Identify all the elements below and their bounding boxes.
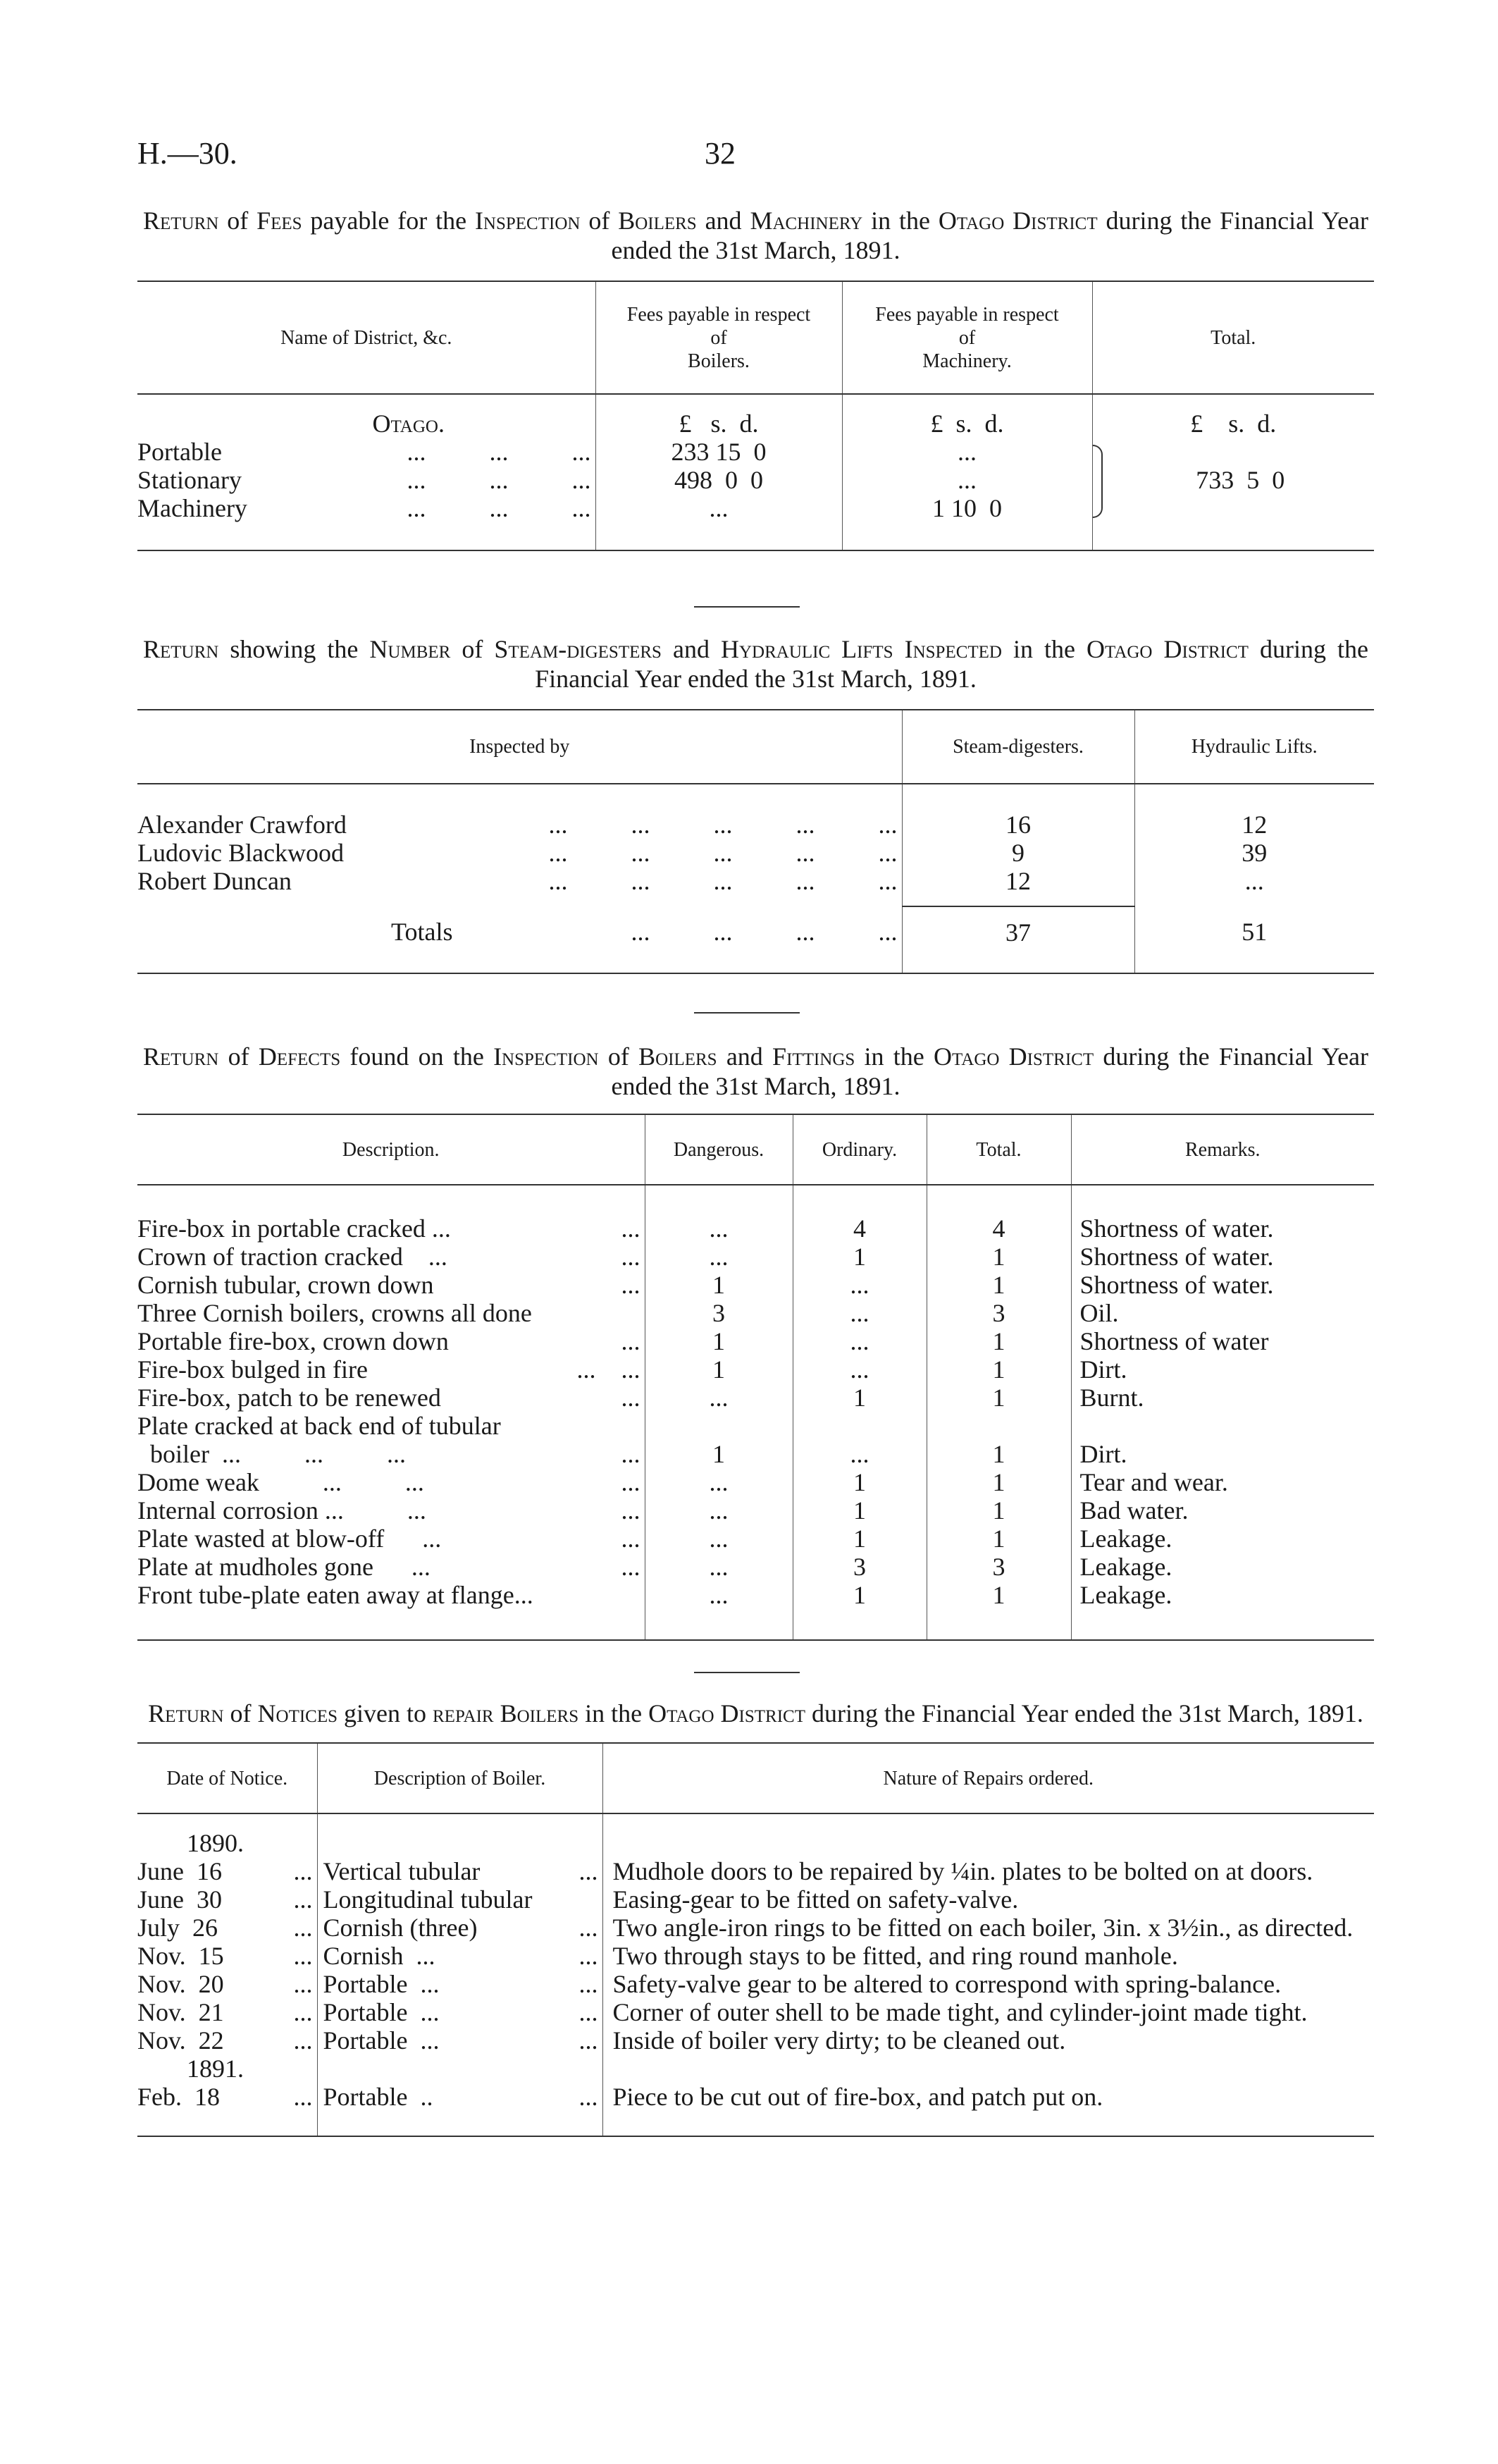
ordinary-count xyxy=(793,1412,927,1440)
repairs-ordered: Two through stays to be fitted, and ring round manhole. xyxy=(602,1942,1374,1970)
table-row xyxy=(137,1299,1374,1327)
digesters-count: 16 xyxy=(902,811,1134,839)
title-part: Steam-digesters xyxy=(494,635,662,663)
row-leader: ... xyxy=(621,1524,640,1553)
row-leader: ... xyxy=(293,1942,313,1970)
dangerous-count: 1 xyxy=(645,1355,793,1384)
table-row xyxy=(137,1581,1374,1609)
fees-return-title xyxy=(137,206,1374,265)
currency-pound: £ xyxy=(1190,409,1203,438)
currency-s: s. xyxy=(710,409,727,438)
ordinary-count: ... xyxy=(793,1327,927,1355)
defect-remarks: Shortness of water. xyxy=(1071,1214,1374,1243)
repairs-ordered: Corner of outer shell to be made tight, and cylinder-joint made tight. xyxy=(602,1998,1374,2026)
currency-d: d. xyxy=(1257,409,1277,438)
notices-table xyxy=(137,1742,1374,2137)
boiler-fee: 498 0 0 xyxy=(595,466,842,494)
title-part: Return xyxy=(148,1699,224,1727)
title-part: Fees xyxy=(256,207,302,235)
notices-return-title xyxy=(137,1699,1374,1728)
digesters-col-digesters: Steam-digesters. xyxy=(902,710,1134,784)
defect-remarks: Burnt. xyxy=(1071,1384,1374,1412)
table-row xyxy=(137,1271,1374,1299)
defects-header-row xyxy=(137,1114,1374,1185)
fees-header-row xyxy=(137,281,1374,394)
table-row xyxy=(137,1970,1374,1998)
defect-remarks: Oil. xyxy=(1071,1299,1374,1327)
digesters-count: 12 xyxy=(902,867,1134,895)
boiler-description: Cornish (three) xyxy=(323,1914,478,1942)
title-part: Return xyxy=(143,207,219,235)
row-leader: ... xyxy=(621,1468,640,1496)
repairs-ordered: Inside of boiler very dirty; to be cleaned out. xyxy=(602,2026,1374,2055)
total-count: 1 xyxy=(927,1524,1071,1553)
total-count: 1 xyxy=(927,1384,1071,1412)
dangerous-count: ... xyxy=(645,1384,793,1412)
title-part: and xyxy=(661,635,721,663)
title-part: during the Financial Year ended the 31st March, 1891. xyxy=(535,635,1368,693)
header-line: Boilers. xyxy=(688,350,750,372)
table-row xyxy=(137,1496,1374,1524)
table-row xyxy=(137,2083,1374,2111)
defects-col-description: Description. xyxy=(342,1138,440,1161)
row-name: Stationary xyxy=(137,466,242,494)
row-leader: ... ... ... ... ... xyxy=(548,867,898,895)
title-part: in the xyxy=(855,1042,934,1071)
defects-return-title xyxy=(137,1042,1374,1101)
defect-remarks: Dirt. xyxy=(1071,1355,1374,1384)
table-row xyxy=(137,1942,1374,1970)
title-part: payable for the xyxy=(302,207,475,235)
currency-heading xyxy=(1092,409,1374,438)
title-part: Otago District xyxy=(1087,635,1249,663)
title-part: of xyxy=(450,635,495,663)
table-row xyxy=(137,1524,1374,1553)
dangerous-count: ... xyxy=(645,1553,793,1581)
defect-description: Fire-box bulged in fire xyxy=(137,1355,368,1384)
notice-date: Nov. 15 xyxy=(137,1942,224,1970)
total-count: 1 xyxy=(927,1243,1071,1271)
defects-col-remarks: Remarks. xyxy=(1071,1114,1374,1185)
defect-remarks: Shortness of water. xyxy=(1071,1243,1374,1271)
defect-description: Dome weak ... ... xyxy=(137,1468,424,1496)
dangerous-count: 1 xyxy=(645,1271,793,1299)
title-part: in the xyxy=(862,207,939,235)
title-part: Otago District xyxy=(934,1042,1094,1071)
defect-remarks: Leakage. xyxy=(1071,1581,1374,1609)
title-part: Otago District xyxy=(938,207,1098,235)
digesters-table xyxy=(137,709,1374,974)
table-row xyxy=(137,1243,1374,1271)
ordinary-count: ... xyxy=(793,1440,927,1468)
defect-description: Cornish tubular, crown down xyxy=(137,1271,434,1299)
title-part: of xyxy=(598,1042,639,1071)
defect-description: Plate wasted at blow-off ... xyxy=(137,1524,442,1553)
boiler-description: Portable ... xyxy=(323,1970,440,1998)
row-leader: ... xyxy=(293,2083,313,2111)
row-leader: ... xyxy=(578,1942,598,1970)
document-page xyxy=(137,0,1374,2464)
fees-col-machinery xyxy=(842,281,1092,394)
total-count: 1 xyxy=(927,1271,1071,1299)
table-row xyxy=(137,1914,1374,1942)
header-line: Fees payable in respect xyxy=(626,303,811,326)
repairs-ordered: Piece to be cut out of fire-box, and patch put on. xyxy=(602,2083,1374,2111)
title-part: Return xyxy=(143,635,219,663)
notice-date: July 26 xyxy=(137,1914,218,1942)
row-leader: ... xyxy=(293,1914,313,1942)
table-row xyxy=(137,1384,1374,1412)
currency-heading xyxy=(595,409,842,438)
ordinary-count: 4 xyxy=(793,1214,927,1243)
boiler-description: Portable ... xyxy=(323,2026,440,2055)
notices-col-date: Date of Notice. xyxy=(166,1767,288,1790)
currency-s: s. xyxy=(955,409,972,438)
totals-row xyxy=(137,906,1374,947)
table-row xyxy=(137,1553,1374,1581)
machinery-fee: 1 10 0 xyxy=(842,494,1092,522)
row-leader: ... xyxy=(578,1998,598,2026)
defect-description: Three Cornish boilers, crowns all done xyxy=(137,1299,532,1327)
title-part: showing the xyxy=(218,635,370,663)
lifts-count: 12 xyxy=(1134,811,1374,839)
ordinary-count: 1 xyxy=(793,1496,927,1524)
total-count: 1 xyxy=(927,1440,1071,1468)
title-part: in the xyxy=(578,1699,649,1727)
dangerous-count: ... xyxy=(645,1468,793,1496)
dangerous-count xyxy=(645,1412,793,1440)
title-part: Inspection xyxy=(474,207,581,235)
currency-pound: £ xyxy=(930,409,943,438)
ordinary-count: 1 xyxy=(793,1468,927,1496)
inspector-name: Ludovic Blackwood xyxy=(137,839,344,867)
defect-description: Internal corrosion ... ... xyxy=(137,1496,426,1524)
notice-date: June 30 xyxy=(137,1885,222,1914)
row-name: Machinery xyxy=(137,494,247,522)
defect-description: Plate at mudholes gone ... xyxy=(137,1553,431,1581)
title-part: Machinery xyxy=(750,207,863,235)
header-line: of xyxy=(710,326,727,349)
boiler-description: Portable .. xyxy=(323,2083,433,2111)
table-row xyxy=(137,1440,1374,1468)
row-name: Portable xyxy=(137,438,222,466)
page-header xyxy=(137,135,1374,178)
title-part: repair Boilers xyxy=(433,1699,579,1727)
total-count: 3 xyxy=(927,1299,1071,1327)
defects-return-section xyxy=(137,1042,1374,1641)
currency-d: d. xyxy=(739,409,759,438)
report-code: H.—30. xyxy=(137,136,237,171)
defect-description: Fire-box, patch to be renewed xyxy=(137,1384,441,1412)
row-leader: ... xyxy=(621,1327,640,1355)
title-part: Number xyxy=(369,635,451,663)
inspector-name: Alexander Crawford xyxy=(137,811,347,839)
machinery-fee: ... xyxy=(842,438,1092,466)
dangerous-count: ... xyxy=(645,1214,793,1243)
row-leader: ... xyxy=(578,2026,598,2055)
district-name: Otago. xyxy=(372,409,445,438)
title-part: of xyxy=(223,1699,258,1727)
row-leader: ... xyxy=(578,1970,598,1998)
boiler-description: Portable ... xyxy=(323,1998,440,2026)
title-part: during the Financial Year ended the 31st March, 1891. xyxy=(611,1042,1369,1100)
dangerous-count: ... xyxy=(645,1581,793,1609)
fees-col-name: Name of District, &c. xyxy=(280,326,452,349)
boiler-fee: 233 15 0 xyxy=(595,438,842,466)
title-part: found on the xyxy=(340,1042,494,1071)
section-divider xyxy=(694,1012,800,1014)
notice-date: June 16 xyxy=(137,1857,222,1885)
title-part: during the Financial Year ended the 31st March, 1891. xyxy=(611,207,1369,264)
row-leader: ... ... ... ... ... xyxy=(548,839,898,867)
table-row xyxy=(137,811,1374,839)
defect-remarks: Bad water. xyxy=(1071,1496,1374,1524)
row-leader: ... xyxy=(293,1885,313,1914)
title-part: Otago District xyxy=(648,1699,805,1727)
title-part: during the Financial Year ended the 31st March, 1891. xyxy=(805,1699,1363,1727)
row-leader: ... xyxy=(621,1553,640,1581)
row-leader: ... xyxy=(578,2083,598,2111)
notice-date: Feb. 18 xyxy=(137,2083,220,2111)
defect-description: boiler ... ... ... xyxy=(137,1440,406,1468)
defect-remarks: Shortness of water. xyxy=(1071,1271,1374,1299)
table-row xyxy=(137,1857,1374,1885)
boiler-fee: ... xyxy=(595,494,842,522)
notice-date: 1891. xyxy=(187,2055,244,2083)
defects-col-total: Total. xyxy=(927,1114,1071,1185)
ordinary-count: 1 xyxy=(793,1384,927,1412)
dangerous-count: 1 xyxy=(645,1327,793,1355)
row-leader: ... xyxy=(621,1271,640,1299)
dangerous-count: 3 xyxy=(645,1299,793,1327)
notice-date: Nov. 21 xyxy=(137,1998,224,2026)
title-part: Defects xyxy=(258,1042,341,1071)
table-row xyxy=(137,839,1374,867)
fees-return-section xyxy=(137,206,1374,551)
fees-district-row xyxy=(137,409,1374,438)
defect-remarks: Shortness of water xyxy=(1071,1327,1374,1355)
boiler-description: Longitudinal tubular xyxy=(323,1885,533,1914)
row-leader: ... ... ... xyxy=(407,438,591,466)
notice-date: Nov. 22 xyxy=(137,2026,224,2055)
title-part: Return xyxy=(143,1042,219,1071)
lifts-count: ... xyxy=(1134,867,1374,895)
fees-col-boilers xyxy=(595,281,842,394)
repairs-ordered: Two angle-iron rings to be fitted on each boiler, 3in. x 3½in., as directed. xyxy=(602,1914,1374,1942)
digesters-return-title xyxy=(137,634,1374,694)
total-brace xyxy=(1093,445,1103,518)
repairs-ordered: Mudhole doors to be repaired by ¼in. plates to be bolted on at doors. xyxy=(602,1857,1374,1885)
row-leader: ... ... ... xyxy=(407,466,591,494)
table-row xyxy=(137,1355,1374,1384)
repairs-ordered xyxy=(602,2055,1374,2083)
total-count xyxy=(927,1412,1071,1440)
defect-remarks: Leakage. xyxy=(1071,1553,1374,1581)
title-part: Boilers xyxy=(638,1042,717,1071)
title-part: of xyxy=(580,207,619,235)
row-leader: ... xyxy=(621,1384,640,1412)
row-leader: ... xyxy=(621,1496,640,1524)
defects-col-ordinary: Ordinary. xyxy=(793,1114,927,1185)
defect-description: Plate cracked at back end of tubular xyxy=(137,1412,501,1440)
table-row xyxy=(137,1998,1374,2026)
row-leader: ... xyxy=(578,1857,598,1885)
notices-return-section xyxy=(137,1699,1374,2137)
notices-col-repairs: Nature of Repairs ordered. xyxy=(602,1743,1374,1813)
row-leader: ... xyxy=(621,1214,640,1243)
lifts-count: 39 xyxy=(1134,839,1374,867)
total-count: 1 xyxy=(927,1355,1071,1384)
defect-description: Front tube-plate eaten away at flange... xyxy=(137,1581,533,1609)
table-row xyxy=(137,1468,1374,1496)
defect-remarks: Dirt. xyxy=(1071,1440,1374,1468)
currency-pound: £ xyxy=(679,409,692,438)
title-part: in the xyxy=(1001,635,1087,663)
table-row xyxy=(137,1214,1374,1243)
notices-col-boiler: Description of Boiler. xyxy=(317,1743,602,1813)
total-count: 3 xyxy=(927,1553,1071,1581)
totals-label: Totals xyxy=(391,918,453,946)
dangerous-count: ... xyxy=(645,1496,793,1524)
title-part: and xyxy=(717,1042,773,1071)
row-leader: ... xyxy=(578,1914,598,1942)
boiler-description: Cornish ... xyxy=(323,1942,435,1970)
title-part: and xyxy=(696,207,750,235)
table-row xyxy=(137,867,1374,895)
ordinary-count: ... xyxy=(793,1271,927,1299)
currency-s: s. xyxy=(1228,409,1245,438)
total-count: 1 xyxy=(927,1581,1071,1609)
header-line: Machinery. xyxy=(922,350,1012,372)
defect-remarks: Leakage. xyxy=(1071,1524,1374,1553)
defect-remarks xyxy=(1071,1412,1374,1440)
dangerous-count: ... xyxy=(645,1243,793,1271)
boiler-description: Vertical tubular xyxy=(323,1857,481,1885)
notices-header-row xyxy=(137,1743,1374,1813)
total-count: 4 xyxy=(927,1214,1071,1243)
currency-heading xyxy=(842,409,1092,438)
defect-description: Portable fire-box, crown down xyxy=(137,1327,449,1355)
digesters-return-section xyxy=(137,634,1374,974)
fees-total: 733 5 0 xyxy=(1196,466,1285,494)
table-row xyxy=(137,2055,1374,2083)
machinery-fee: ... xyxy=(842,466,1092,494)
digesters-col-lifts: Hydraulic Lifts. xyxy=(1134,710,1374,784)
section-divider xyxy=(694,1672,800,1673)
ordinary-count: 1 xyxy=(793,1581,927,1609)
total-count: 1 xyxy=(927,1327,1071,1355)
title-part: given to xyxy=(338,1699,433,1727)
title-part: of xyxy=(218,207,257,235)
row-leader: ... xyxy=(293,1998,313,2026)
fees-col-total: Total. xyxy=(1092,281,1374,394)
total-count: 1 xyxy=(927,1468,1071,1496)
defects-col-dangerous: Dangerous. xyxy=(645,1114,793,1185)
digesters-col-inspector: Inspected by xyxy=(469,736,570,758)
title-part: Inspection xyxy=(493,1042,599,1071)
ordinary-count: ... xyxy=(793,1299,927,1327)
ordinary-count: ... xyxy=(793,1355,927,1384)
ordinary-count: 3 xyxy=(793,1553,927,1581)
ordinary-count: 1 xyxy=(793,1524,927,1553)
title-part: Notices xyxy=(257,1699,338,1727)
row-leader: ... ... ... ... xyxy=(631,918,898,946)
table-row xyxy=(137,1327,1374,1355)
page-number: 32 xyxy=(705,136,736,171)
dangerous-count: 1 xyxy=(645,1440,793,1468)
table-row xyxy=(137,2026,1374,2055)
repairs-ordered: Safety-valve gear to be altered to correspond with spring-balance. xyxy=(602,1970,1374,1998)
table-row xyxy=(137,1412,1374,1440)
row-leader: ... xyxy=(621,1440,640,1468)
fees-table xyxy=(137,281,1374,551)
fees-total-cell xyxy=(1092,438,1374,522)
total-count: 1 xyxy=(927,1496,1071,1524)
row-leader: ... ... ... xyxy=(407,494,591,522)
defect-description: Crown of traction cracked ... xyxy=(137,1243,447,1271)
header-line: of xyxy=(958,326,976,349)
notice-date: Nov. 20 xyxy=(137,1970,224,1998)
totals-lifts: 51 xyxy=(1134,906,1374,947)
notices-body xyxy=(137,1829,1374,2111)
table-row xyxy=(137,438,1374,466)
notice-date: 1890. xyxy=(187,1829,244,1857)
digesters-count: 9 xyxy=(902,839,1134,867)
totals-digesters: 37 xyxy=(902,906,1134,947)
defects-body xyxy=(137,1214,1374,1609)
title-part: Fittings xyxy=(772,1042,855,1071)
section-divider xyxy=(694,606,800,608)
repairs-ordered: Easing-gear to be fitted on safety-valve. xyxy=(602,1885,1374,1914)
title-part: Boilers xyxy=(618,207,697,235)
row-leader: ... xyxy=(293,1970,313,1998)
header-line: Fees payable in respect xyxy=(875,303,1059,326)
table-row xyxy=(137,1829,1374,1857)
defect-remarks: Tear and wear. xyxy=(1071,1468,1374,1496)
row-leader: ... ... xyxy=(576,1355,640,1384)
row-leader: ... xyxy=(293,1857,313,1885)
inspector-name: Robert Duncan xyxy=(137,867,292,895)
row-leader: ... xyxy=(621,1243,640,1271)
dangerous-count: ... xyxy=(645,1524,793,1553)
defects-table xyxy=(137,1114,1374,1641)
row-leader: ... xyxy=(293,2026,313,2055)
title-part: Hydraulic Lifts Inspected xyxy=(720,635,1002,663)
currency-d: d. xyxy=(984,409,1004,438)
ordinary-count: 1 xyxy=(793,1243,927,1271)
title-part: of xyxy=(218,1042,259,1071)
defect-description: Fire-box in portable cracked ... xyxy=(137,1214,451,1243)
repairs-ordered xyxy=(602,1829,1374,1857)
digesters-header-row xyxy=(137,710,1374,784)
table-row xyxy=(137,1885,1374,1914)
row-leader: ... ... ... ... ... xyxy=(548,811,898,839)
